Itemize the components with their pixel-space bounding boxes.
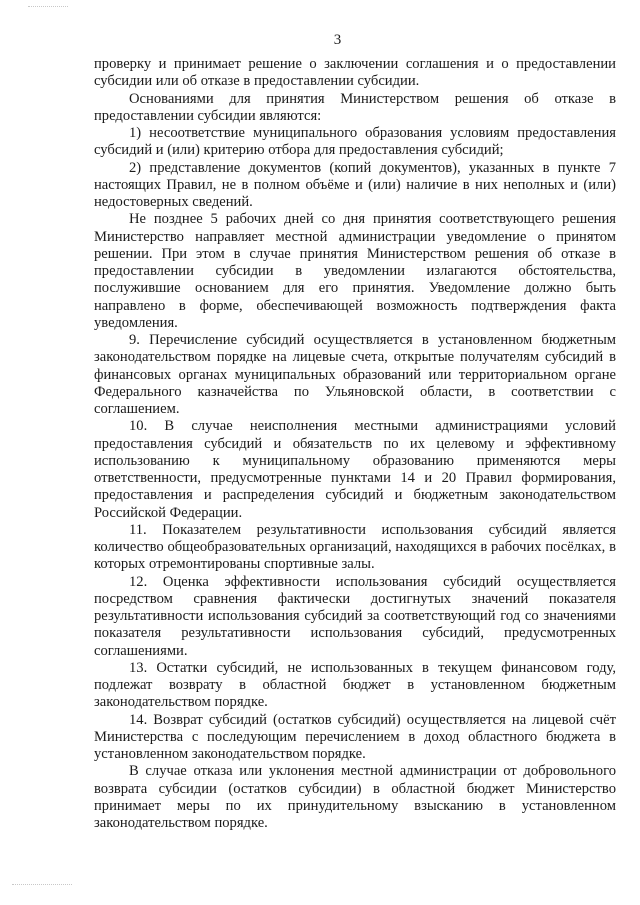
paragraph-clause-12: 12. Оценка эффективности использования субсидий осуществляется посредством сравнения фактически достигнутых значений показателя результативности использования субсидий за соответствующий год со значениями показателя результативности использования субсидий, предусмотренных соглашениями. bbox=[94, 573, 616, 659]
paragraph-ground-1: 1) несоответствие муниципального образования условиям предоставления субсидий и (или) критерию отбора для предоставления субсидий; bbox=[94, 125, 616, 159]
paragraph-ground-2: 2) представление документов (копий документов), указанных в пункте 7 настоящих Правил, не в полном объёме и (или) наличие в них неполных и (или) недостоверных сведений. bbox=[94, 159, 616, 210]
paragraph-clause-14: 14. Возврат субсидий (остатков субсидий) осуществляется на лицевой счёт Министерства с последующим перечислением в доход областного бюджета в установленном законодательством порядке. bbox=[94, 711, 616, 762]
document-body bbox=[94, 56, 616, 832]
paragraph-refusal-return: В случае отказа или уклонения местной администрации от добровольного возврата субсидии (остатков субсидии) в областной бюджет Министерство принимает меры по их принудительному взысканию в установленном законодательством порядке. bbox=[94, 763, 616, 831]
paragraph-notification: Не позднее 5 рабочих дней со дня принятия соответствующего решения Министерство направляет местной администрации уведомление о принятом решении. При этом в случае принятия Министерством решения об отказе в предоставлении субсидии в уведомлении излагаются обстоятельства, послужившие основанием для его принятия. Уведомление должно быть направлено в форме, обеспечивающей возможность подтверждения факта уведомления. bbox=[94, 211, 616, 331]
paragraph-clause-11: 11. Показателем результативности использования субсидий является количество общеобразовательных организаций, находящихся в рабочих посёлках, в которых отремонтированы спортивные залы. bbox=[94, 521, 616, 573]
page-number: 3 bbox=[333, 32, 342, 48]
paragraph-continuation: проверку и принимает решение о заключении соглашения и о предоставлении субсидии или об отказе в предоставлении субсидии. bbox=[94, 56, 616, 90]
paragraph-clause-10: 10. В случае неисполнения местными администрациями условий предоставления субсидий и обязательств по их целевому и эффективному использованию к муниципальному образованию применяются меры ответственности, предусмотренные пунктами 14 и 20 Правил формирования, предоставления и распределения субсидий и бюджетным законодательством Российской Федерации. bbox=[94, 418, 616, 521]
paragraph-refusal-grounds: Основаниями для принятия Министерством решения об отказе в предоставлении субсидии являются: bbox=[94, 90, 616, 124]
paragraph-clause-13: 13. Остатки субсидий, не использованных в текущем финансовом году, подлежат возврату в областной бюджет в установленном бюджетным законодательством порядке. bbox=[94, 659, 616, 711]
paragraph-clause-9: 9. Перечисление субсидий осуществляется в установленном бюджетным законодательством порядке на лицевые счета, открытые получателям субсидий в финансовых органах муниципальных образований или территориальном органе Федерального казначейства по Ульяновской области, в соответствии с соглашением. bbox=[94, 332, 616, 417]
scan-artifact-bottom bbox=[12, 884, 72, 887]
scan-artifact-top bbox=[28, 6, 68, 9]
